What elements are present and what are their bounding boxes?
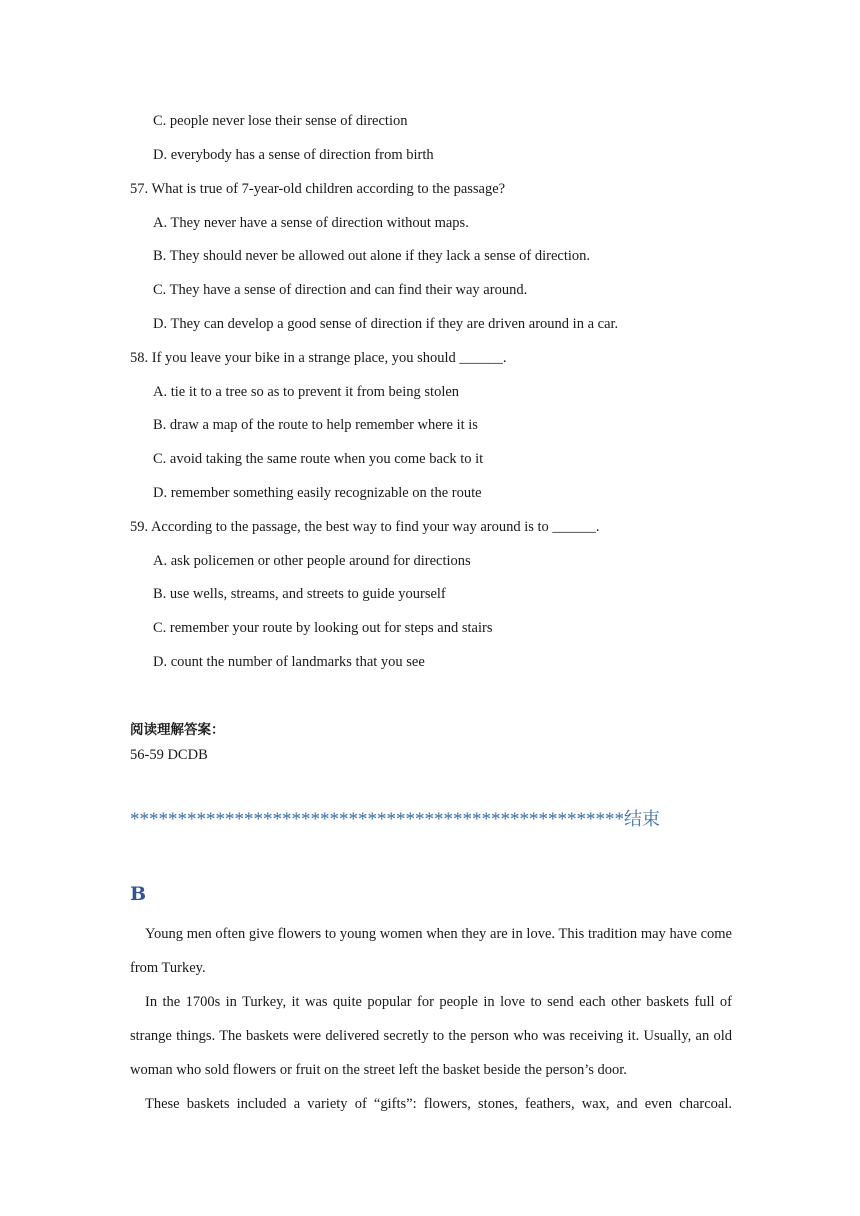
passage-paragraph: These baskets included a variety of “gifts”: flowers, stones, feathers, wax, and even charcoal. xyxy=(145,1096,732,1112)
q59-option-c: C. remember your route by looking out for steps and stairs xyxy=(153,620,493,636)
q59-option-d: D. count the number of landmarks that you see xyxy=(153,654,425,670)
q58-option-a: A. tie it to a tree so as to prevent it from being stolen xyxy=(153,384,460,400)
q58-stem: 58. If you leave your bike in a strange place, you should ______. xyxy=(130,350,507,366)
q57-option-c: C. They have a sense of direction and can find their way around. xyxy=(153,282,528,298)
q56-option-d: D. everybody has a sense of direction from birth xyxy=(153,147,434,163)
answer-key: 56-59 DCDB xyxy=(130,747,208,763)
divider-stars: **************************************************** xyxy=(130,809,624,830)
q58-option-b: B. draw a map of the route to help remember where it is xyxy=(153,417,478,433)
q59-stem: 59. According to the passage, the best way to find your way around is to ______. xyxy=(130,519,600,535)
section-divider xyxy=(130,807,660,833)
q58-option-c: C. avoid taking the same route when you come back to it xyxy=(153,451,484,467)
q57-stem: 57. What is true of 7-year-old children according to the passage? xyxy=(130,181,506,197)
q59-option-b: B. use wells, streams, and streets to guide yourself xyxy=(153,586,446,602)
passage-paragraph: Young men often give flowers to young women when they are in love. This tradition may have come from Turkey. xyxy=(130,926,732,976)
q57-option-b: B. They should never be allowed out alone if they lack a sense of direction. xyxy=(153,248,591,264)
answer-heading: 阅读理解答案： xyxy=(130,722,225,738)
q56-option-c: C. people never lose their sense of direction xyxy=(153,113,408,129)
section-heading: B xyxy=(130,883,147,905)
passage-paragraph: In the 1700s in Turkey, it was quite popular for people in love to send each other baskets full of strange things. The baskets were delivered secretly to the person who was receiving it. Usually, an old woman who sold flowers or fruit on the street left the basket beside the person’s door. xyxy=(130,994,732,1078)
q57-option-d: D. They can develop a good sense of direction if they are driven around in a car. xyxy=(153,316,619,332)
divider-end-label: 结束 xyxy=(624,809,660,830)
q57-option-a: A. They never have a sense of direction without maps. xyxy=(153,215,469,231)
q59-option-a: A. ask policemen or other people around for directions xyxy=(153,553,471,569)
q58-option-d: D. remember something easily recognizable on the route xyxy=(153,485,482,501)
